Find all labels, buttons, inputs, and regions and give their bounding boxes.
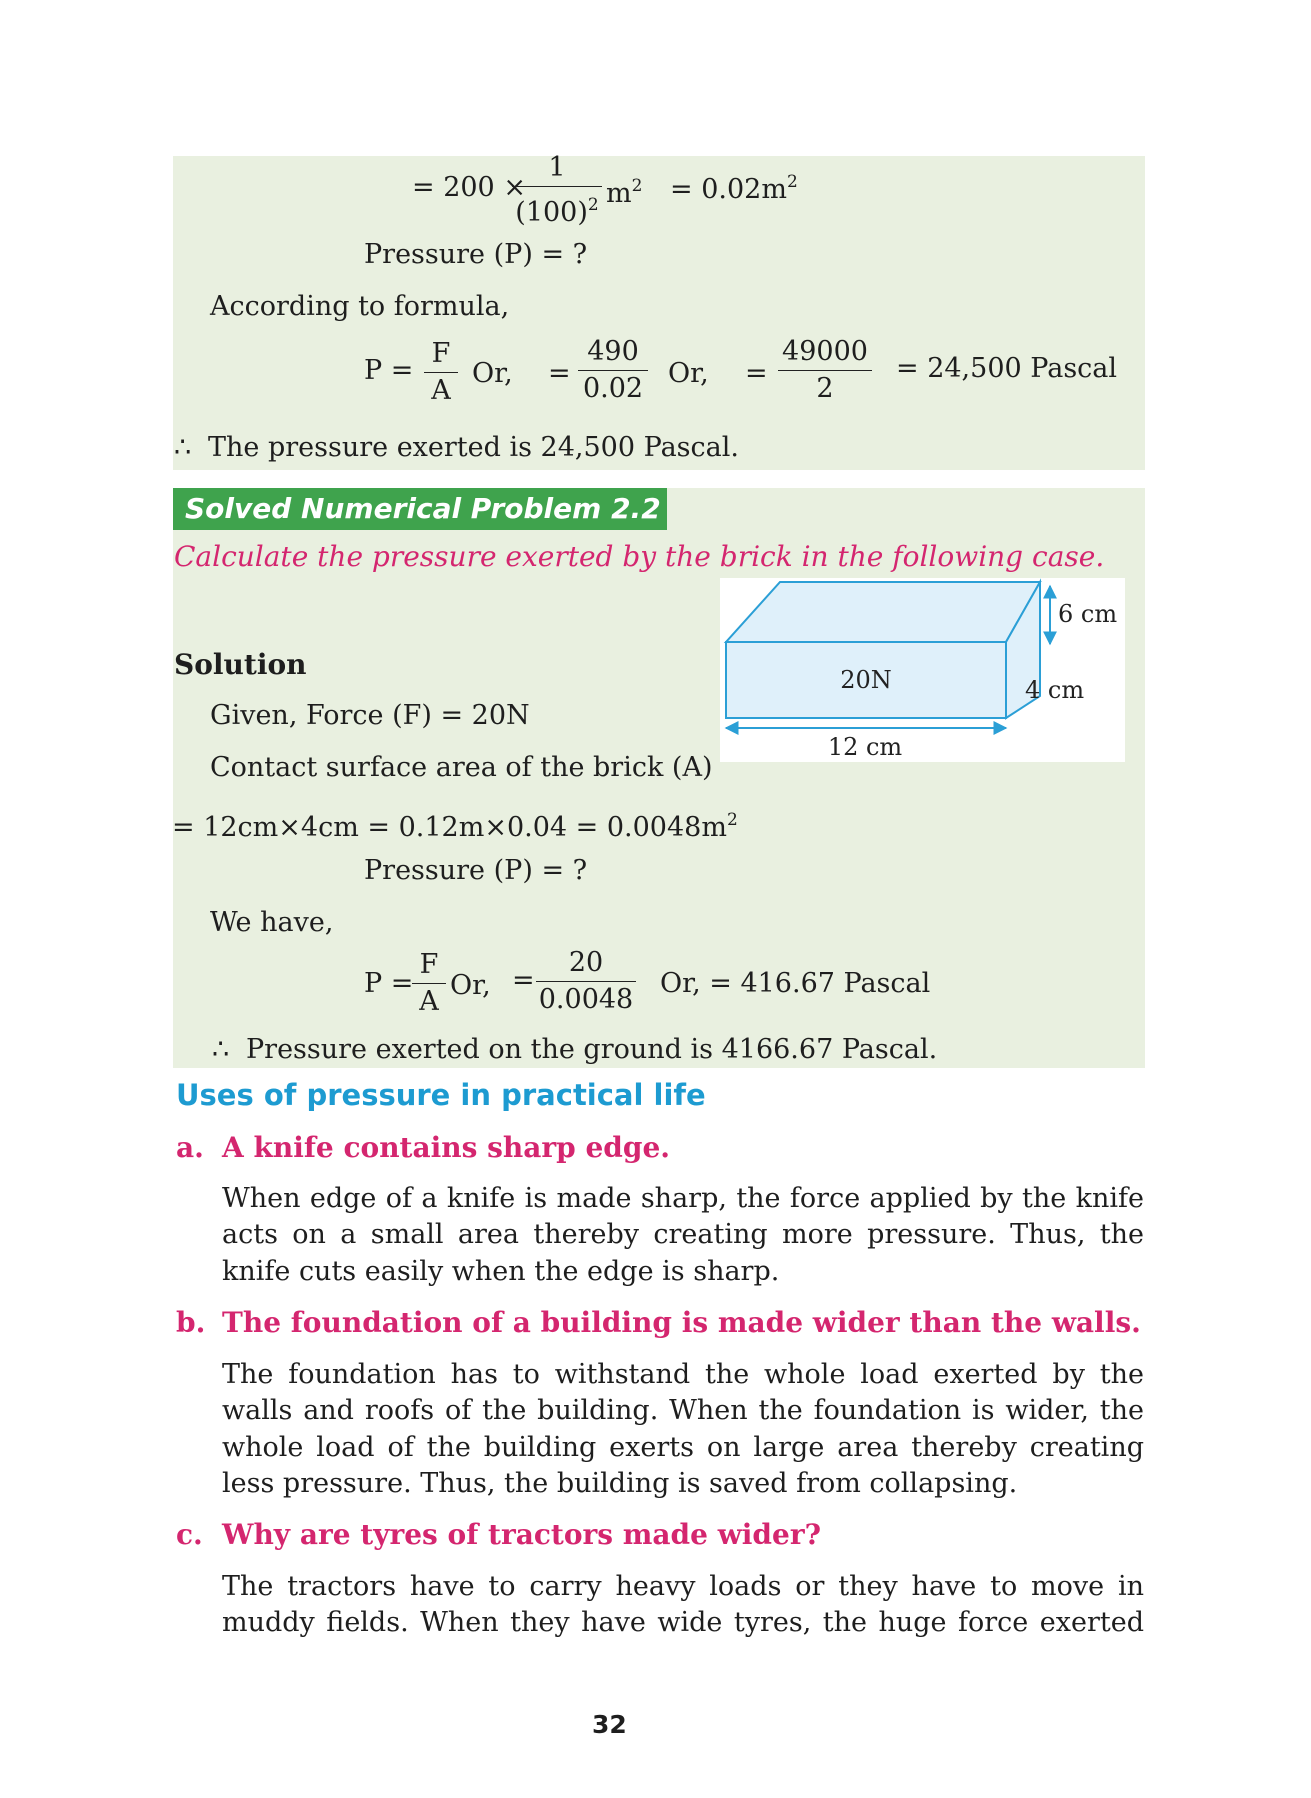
therefore-symbol: ∴: [212, 1034, 230, 1065]
item-c-line: The tractors have to carry heavy loads or they have to move in: [222, 1571, 1144, 1602]
unit-exponent: 2: [631, 176, 643, 196]
fraction-numerator: 490: [578, 337, 648, 371]
brick-figure: [720, 578, 1125, 762]
item-b-line: whole load of the building exerts on large area thereby creating: [222, 1432, 1144, 1463]
equals-sign: =: [745, 358, 768, 389]
or-text: Or,: [472, 358, 513, 389]
conclusion-1: The pressure exerted is 24,500 Pascal.: [208, 432, 739, 463]
item-a-marker: a.: [176, 1131, 204, 1164]
force-label: 20N: [840, 666, 892, 694]
fraction-denominator: 2: [816, 373, 834, 404]
pressure-result: = 24,500 Pascal: [896, 353, 1118, 384]
equals-sign: =: [548, 358, 571, 389]
pressure-result-2: Or, = 416.67 Pascal: [660, 968, 931, 999]
problem-banner: [173, 488, 667, 530]
fraction-numerator: F: [424, 339, 458, 373]
fraction-20-over-00048: [536, 948, 636, 1015]
item-a-line: acts on a small area thereby creating more pressure. Thus, the: [222, 1219, 1144, 1250]
item-c-marker: c.: [176, 1518, 203, 1551]
solution-heading: Solution: [174, 648, 307, 681]
unit-m-squared: [606, 170, 642, 210]
item-a-line: knife cuts easily when the edge is sharp.: [222, 1256, 780, 1287]
fraction-denominator: 0.0048: [538, 984, 634, 1015]
length-label: 12 cm: [827, 733, 903, 761]
or-text: Or,: [450, 970, 491, 1001]
item-b-heading: The foundation of a building is made wider than the walls.: [222, 1306, 1141, 1339]
problem-banner-title: Solved Numerical Problem 2.2: [185, 492, 661, 525]
conclusion-2: Pressure exerted on the ground is 4166.67 Pascal.: [246, 1034, 938, 1065]
fraction-490-over-002: [578, 337, 648, 404]
problem-question: Calculate the pressure exerted by the brick in the following case.: [174, 540, 1105, 573]
pressure-symbol: P =: [364, 355, 414, 386]
we-have: We have,: [210, 907, 334, 938]
area-calculation: [172, 804, 738, 844]
item-a-line: When edge of a knife is made sharp, the force applied by the knife: [222, 1183, 1144, 1214]
fraction-denominator: A: [419, 986, 439, 1017]
fraction-49000-over-2: [778, 337, 872, 404]
item-c-heading: Why are tyres of tractors made wider?: [222, 1518, 821, 1551]
item-b-line: less pressure. Thus, the building is saved from collapsing.: [222, 1468, 1018, 1499]
item-b-marker: b.: [176, 1306, 206, 1339]
fraction-f-over-a: [424, 339, 458, 406]
page-number: 32: [592, 1710, 627, 1739]
depth-label: 4 cm: [1025, 676, 1085, 704]
equals-sign: =: [512, 965, 535, 996]
denominator-base: (100): [515, 197, 588, 228]
height-label: 6 cm: [1058, 600, 1118, 628]
therefore-symbol: ∴: [174, 432, 192, 463]
item-a-heading: A knife contains sharp edge.: [222, 1131, 671, 1164]
fraction-numerator: F: [412, 950, 446, 984]
fraction-f-over-a-2: [412, 950, 446, 1017]
brick-diagram: [720, 578, 1125, 762]
area-exponent: 2: [726, 810, 738, 830]
pressure-symbol-2: P =: [364, 968, 414, 999]
given-force: Given, Force (F) = 20N: [210, 700, 530, 731]
area-result-exponent: 2: [786, 172, 798, 192]
area-result: [670, 166, 798, 206]
fraction-denominator: [512, 187, 602, 228]
item-b-line: walls and roofs of the building. When the foundation is wider, the: [222, 1395, 1144, 1426]
fraction-denominator: A: [431, 375, 451, 406]
or-text: Or,: [668, 358, 709, 389]
area-result-value: = 0.02m: [670, 174, 787, 205]
formula-intro: According to formula,: [210, 291, 510, 322]
area-calculation-value: = 12cm×4cm = 0.12m×0.04 = 0.0048m: [172, 812, 727, 843]
pressure-unknown-2: Pressure (P) = ?: [364, 855, 588, 886]
fraction-1-over-100-squared: [512, 153, 602, 228]
item-b-line: The foundation has to withstand the whole load exerted by the: [222, 1359, 1144, 1390]
section-title: Uses of pressure in practical life: [176, 1078, 706, 1112]
fraction-numerator: 1: [512, 153, 602, 187]
unit-base: m: [606, 178, 632, 209]
calc-line1-prefix: = 200 ×: [412, 172, 526, 203]
contact-area-label: Contact surface area of the brick (A): [210, 752, 713, 783]
brick-top-face: [726, 582, 1040, 642]
item-c-line: muddy fields. When they have wide tyres, the huge force exerted: [222, 1607, 1144, 1638]
pressure-unknown: Pressure (P) = ?: [364, 239, 588, 270]
denominator-exponent: 2: [587, 195, 599, 215]
fraction-numerator: 20: [536, 948, 636, 982]
fraction-numerator: 49000: [778, 337, 872, 371]
fraction-denominator: 0.02: [582, 373, 644, 404]
